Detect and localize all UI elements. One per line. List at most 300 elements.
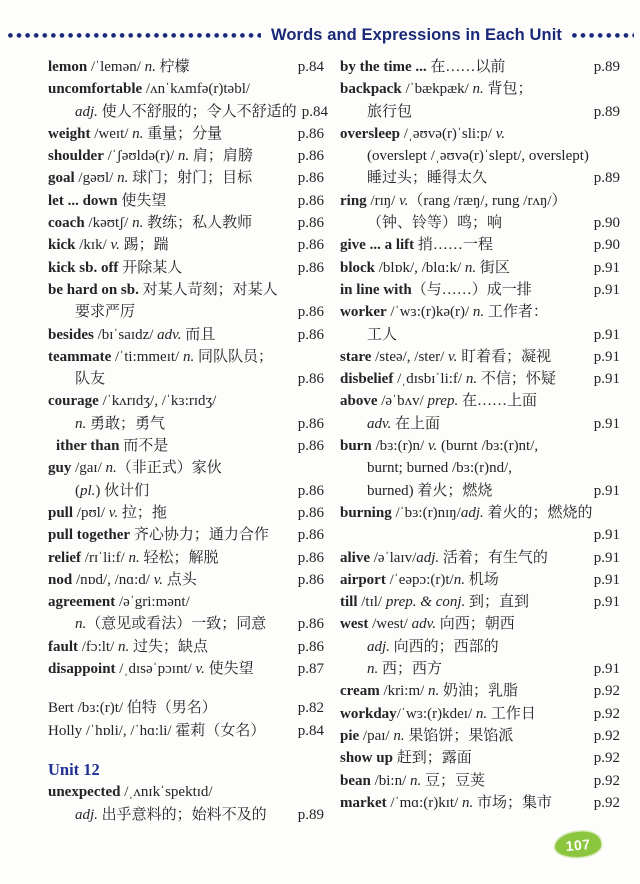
entry-body: /ˌdɪsbɪˈli:f/ (393, 371, 466, 388)
entry-line (48, 435, 324, 457)
entry-line (48, 636, 324, 658)
entry-line (48, 123, 324, 145)
entry-line (48, 524, 324, 546)
entry-line (48, 190, 324, 212)
headword: backpack (340, 81, 402, 98)
entry-text (340, 547, 548, 569)
entry-text (367, 212, 502, 234)
entry-body: 而不是 (119, 438, 169, 455)
entry-text (340, 346, 551, 368)
entry-text (48, 636, 208, 658)
entry-body: /ˈti:mmeɪt/ (111, 348, 183, 365)
entry-body: 奶油；乳脂 (439, 683, 519, 700)
page-number-badge (554, 830, 602, 859)
page-ref: p.86 (297, 638, 324, 655)
entry-body: 背包； (483, 81, 533, 98)
pos-label: n. (75, 415, 87, 432)
pos-label: prep. (427, 393, 459, 410)
entry-text (340, 591, 529, 613)
pos-label: n. (462, 794, 474, 811)
page-ref: p.86 (297, 125, 324, 142)
entry-text (367, 413, 440, 435)
entry-line (340, 658, 620, 680)
entry-body: 在……上面 (458, 393, 537, 410)
entry-line (48, 167, 324, 189)
entry-text (340, 257, 510, 279)
page-number: 107 (564, 835, 592, 854)
entry-body: /ˌəʊvə(r)ˈsli:p/ (399, 125, 496, 142)
entry-line (340, 457, 620, 479)
pos-label: n. (428, 683, 440, 700)
entry-body: 市场；集市 (473, 794, 553, 811)
page-ref: p.86 (297, 170, 324, 187)
entry-body: /əˈlaɪv/ (370, 549, 417, 566)
entry-body: 西；西方 (378, 661, 443, 678)
entry-text (48, 720, 265, 742)
page-ref: p.91 (593, 371, 620, 388)
entry-text (48, 457, 222, 479)
entry-text (48, 547, 219, 569)
entry-text (48, 502, 167, 524)
entry-body: 肩；肩膀 (189, 148, 253, 165)
entry-text (48, 390, 216, 412)
entry-line (48, 390, 324, 412)
entry-line (340, 703, 620, 725)
headword: worker (340, 304, 387, 321)
entry-text (340, 123, 505, 145)
entry-line (48, 301, 324, 323)
entry-line (48, 145, 324, 167)
entry-text (48, 781, 213, 803)
entry-text (56, 435, 168, 457)
entry-body: （钟、铃等）鸣；响 (367, 215, 503, 232)
pos-label: n. (144, 59, 156, 75)
page-ref: p.84 (297, 59, 324, 75)
entry-body: 向西的；西部的 (389, 638, 499, 655)
pos-label: n. (472, 304, 485, 321)
entry-body: 着火的；燃烧的 (483, 504, 593, 521)
left-column (48, 56, 328, 826)
entry-body: ( (75, 482, 80, 499)
headword: weight (48, 125, 91, 142)
pos-label: n. (393, 727, 405, 744)
page-ref: p.86 (297, 192, 324, 209)
entry-body: /pʊl/ (73, 504, 109, 521)
entry-text (340, 368, 556, 390)
headword: in line with (340, 281, 412, 298)
headword: west (340, 616, 369, 633)
pos-label: n. (117, 170, 129, 187)
entry-body: /bɜ:(r)n/ (371, 438, 428, 455)
entry-text (48, 123, 222, 145)
pos-label: adj. (460, 504, 484, 521)
entry-body: Bert /bɜ:(r)t/ 伯特（男名） (48, 700, 217, 717)
entry-line (340, 145, 620, 167)
entry-body: 柠檬 (155, 59, 190, 75)
entry-line (340, 301, 620, 323)
entry-line (340, 324, 620, 346)
entry-text (48, 145, 253, 167)
page-ref: p.92 (593, 727, 620, 744)
entry-text (340, 680, 518, 702)
pos-label: v. (110, 237, 120, 254)
entry-line (48, 457, 324, 479)
entry-line (340, 123, 620, 145)
headword: kick (48, 237, 76, 254)
headword: oversleep (340, 125, 400, 142)
entry-text (48, 257, 182, 279)
entry-body: /rɪˈli:f/ (81, 549, 129, 566)
entry-line (340, 613, 620, 635)
entry-body: 踢；踹 (119, 237, 169, 254)
page-ref: p.86 (297, 616, 324, 633)
headword: courage (48, 393, 99, 410)
entry-text (367, 658, 442, 680)
page-ref: p.91 (593, 527, 620, 544)
entry-body: 点头 (163, 571, 197, 588)
entry-body: /əˈgri:mənt/ (115, 594, 190, 611)
headword: pull together (48, 527, 131, 544)
entry-text (340, 279, 532, 301)
entry-text (340, 725, 513, 747)
entry-text (367, 457, 512, 479)
entry-text (367, 480, 492, 502)
headword: guy (48, 460, 72, 477)
page-ref: p.86 (297, 571, 324, 588)
page-ref: p.92 (593, 794, 620, 811)
entry-body: 向西；朝西 (435, 616, 515, 633)
entry-body: （意见或看法）一致；同意 (86, 616, 267, 633)
entry-text (75, 613, 266, 635)
entry-body: burnt; burned /bɜ:(r)nd/, (367, 460, 513, 477)
entry-body: 捎……一程 (414, 237, 493, 254)
entry-text (340, 56, 505, 78)
entry-line (48, 413, 324, 435)
entry-line (340, 368, 620, 390)
entry-line (340, 770, 620, 792)
pos-label: v. (399, 192, 409, 209)
entry-body: /rɪŋ/ (366, 192, 400, 209)
headword: pie (340, 727, 360, 744)
entry-line (340, 569, 620, 591)
pos-label: adj. (367, 638, 390, 655)
entry-body: 睡过头；睡得太久 (367, 170, 488, 187)
entry-text (340, 613, 515, 635)
page-ref: p.89 (593, 59, 620, 75)
entry-text (340, 78, 533, 100)
entry-text (48, 591, 190, 613)
wordlist-content (0, 45, 640, 826)
headword: airport (340, 571, 386, 588)
page-ref: p.86 (297, 259, 324, 276)
entry-line (340, 101, 620, 123)
entry-body: /bi:n/ (370, 772, 411, 789)
entry-body: 对某人苛刻；对某人 (138, 281, 278, 298)
entry-body: 活着；有生气的 (439, 549, 548, 566)
pos-label: adv. (411, 616, 436, 633)
entry-body: /ˈeəpɔ:(r)t/ (385, 571, 454, 588)
entry-text (48, 524, 269, 546)
headword: lemon (48, 59, 88, 75)
entry-line (48, 697, 324, 719)
pos-label: n. (464, 259, 477, 276)
entry-text (48, 324, 215, 346)
page-ref: p.91 (593, 482, 620, 499)
entry-line (340, 502, 620, 524)
page-title: Words and Expressions in Each Unit (271, 26, 562, 44)
unit-heading: Unit 12 (48, 759, 100, 779)
entry-body: 赶到；露面 (392, 750, 472, 767)
page-ref: p.91 (593, 661, 620, 678)
entry-line (340, 792, 620, 814)
entry-text (48, 78, 250, 100)
headword: workday (340, 705, 397, 722)
page-ref: p.84 (301, 103, 328, 120)
entry-text (340, 770, 485, 792)
pos-label: n. (472, 81, 484, 98)
entry-body: /tɪl/ (357, 594, 386, 611)
entry-line (340, 547, 620, 569)
entry-body: burned) 着火；燃烧 (367, 482, 493, 499)
entry-body: /ˈbækpæk/ (401, 81, 473, 98)
entry-body: 工人 (367, 326, 398, 343)
entry-text (340, 502, 593, 524)
entry-line (340, 167, 620, 189)
pos-label: adj. (416, 549, 440, 566)
page-ref: p.91 (593, 281, 620, 298)
pos-label: n. (132, 215, 144, 232)
entry-line (340, 524, 620, 546)
entry-body: 重量；分量 (143, 125, 223, 142)
entry-text (48, 279, 278, 301)
entry-body: /ˈwɜ:(r)kdeɪ/ (396, 705, 476, 722)
entry-body: /ˈkʌrɪdʒ/, /ˈkɜ:rɪdʒ/ (98, 393, 217, 410)
entry-line (48, 279, 324, 301)
entry-line (48, 720, 324, 742)
page-ref: p.84 (297, 722, 324, 739)
entry-line (48, 101, 328, 123)
pos-label: n. (128, 549, 140, 566)
page-ref: p.90 (593, 237, 620, 254)
entry-text (367, 636, 499, 658)
entry-line (48, 78, 324, 100)
pos-label: n. (475, 705, 488, 722)
entry-body: /bɪˈsaɪdz/ (93, 326, 158, 343)
entry-body: /ˌdɪsəˈpɔɪnt/ (115, 661, 196, 678)
pos-label: n. (105, 460, 117, 477)
entry-line (340, 413, 620, 435)
entry-body: /kri:m/ (379, 683, 429, 700)
entry-line (48, 56, 324, 78)
page-ref: p.86 (297, 504, 324, 521)
page-ref: p.86 (297, 215, 324, 232)
entry-text (75, 480, 149, 502)
pos-label: n. (367, 661, 379, 678)
entry-line (340, 636, 620, 658)
entry-body: 工作日 (487, 705, 536, 722)
entry-text (75, 368, 105, 390)
entry-text (340, 390, 537, 412)
entry-text (48, 190, 166, 212)
entry-text (48, 658, 254, 680)
entry-text (367, 324, 397, 346)
headword: disbelief (340, 371, 394, 388)
entry-line (48, 502, 324, 524)
entry-text (340, 569, 499, 591)
right-column (340, 56, 620, 826)
page-ref: p.86 (297, 237, 324, 254)
pos-label: n. (118, 638, 130, 655)
headword: teammate (48, 348, 112, 365)
pos-label: n. (410, 772, 422, 789)
entry-line (340, 680, 620, 702)
entry-text (340, 301, 548, 323)
headword: coach (48, 215, 85, 232)
entry-text (75, 413, 165, 435)
headword: pull (48, 504, 74, 521)
entry-line (48, 569, 324, 591)
headword: kick sb. off (48, 259, 119, 276)
entry-body: 队友 (75, 371, 106, 388)
entry-text (48, 346, 273, 368)
entry-text (75, 301, 135, 323)
entry-line (340, 480, 620, 502)
pos-label: adv. (367, 415, 392, 432)
blank-line (48, 680, 324, 697)
entry-body: Holly /ˈhɒli/, /ˈhɑ:li/ 霍莉（女名） (48, 722, 266, 739)
page-ref: p.91 (593, 326, 620, 343)
entry-line (48, 658, 324, 680)
entry-body: (burnt /bɜ:(r)nt/, (437, 438, 539, 455)
entry-body: /west/ (368, 616, 412, 633)
page-ref: p.86 (297, 148, 324, 165)
entry-body: /ʌnˈkʌmfə(r)təbl/ (142, 81, 251, 98)
entry-text (367, 101, 412, 123)
entry-body: （rang /ræŋ/, rung /rʌŋ/） (408, 192, 567, 209)
entry-line (340, 725, 620, 747)
page-ref: p.91 (593, 259, 620, 276)
entry-body: /kɪk/ (75, 237, 111, 254)
entry-body: /kəʊtʃ/ (84, 215, 133, 232)
entry-body: 到；直到 (465, 594, 530, 611)
entry-body: 在……以前 (426, 59, 506, 75)
entry-body: 豆；豆荚 (421, 772, 486, 789)
entry-line (48, 547, 324, 569)
headword: block (340, 259, 376, 276)
entry-body: 开除某人 (118, 259, 183, 276)
page-ref: p.86 (297, 415, 324, 432)
entry-body: /paɪ/ (359, 727, 394, 744)
blank-line (48, 742, 324, 759)
pos-label: adj. (75, 103, 98, 120)
entry-text (340, 747, 472, 769)
entry-line (340, 279, 620, 301)
headword: let ... down (48, 192, 118, 209)
entry-line (340, 257, 620, 279)
entry-body: 要求严厉 (75, 304, 136, 321)
page-ref: p.92 (593, 750, 620, 767)
entry-line (340, 346, 620, 368)
entry-body: (overslept /ˌəʊvə(r)ˈslept/, overslept) (367, 148, 589, 165)
entry-body: 出乎意料的；始料不及的 (97, 806, 267, 823)
entry-body: 旅行包 (367, 103, 413, 120)
entry-line (48, 212, 324, 234)
page-ref: p.86 (297, 304, 324, 321)
headword: burning (340, 504, 392, 521)
page-ref: p.86 (297, 482, 324, 499)
headword: relief (48, 549, 82, 566)
page-ref: p.86 (297, 326, 324, 343)
page-ref: p.86 (297, 371, 324, 388)
entry-body: /fɔ:lt/ (78, 638, 118, 655)
pos-label: adj. (75, 806, 98, 823)
entry-body: 街区 (476, 259, 510, 276)
entry-body: 使失望 (204, 661, 254, 678)
headword: give ... a lift (340, 237, 415, 254)
headword: ither than (56, 438, 120, 455)
page-ref: p.91 (593, 348, 620, 365)
entry-line (48, 613, 324, 635)
headword: shoulder (48, 148, 104, 165)
entry-line (340, 591, 620, 613)
pos-label: v. (195, 661, 205, 678)
entry-body: /ˈwɜ:(r)kə(r)/ (386, 304, 473, 321)
entry-line (340, 747, 620, 769)
page-ref: p.82 (297, 700, 324, 717)
entry-text (340, 234, 493, 256)
entry-line (48, 346, 324, 368)
entry-line (340, 234, 620, 256)
entry-body: /blɒk/, /blɑ:k/ (375, 259, 465, 276)
pos-label: n. (75, 616, 87, 633)
headword: goal (48, 170, 75, 187)
entry-line (340, 78, 620, 100)
entry-line (48, 781, 324, 803)
headword: show up (340, 750, 393, 767)
entry-body: （非正式）家伙 (116, 460, 222, 477)
headword: alive (340, 549, 370, 566)
entry-body: 机场 (464, 571, 499, 588)
entry-line (48, 257, 324, 279)
entry-body: 球门；射门；目标 (128, 170, 253, 187)
entry-line (48, 804, 324, 826)
entry-body: /gaɪ/ (71, 460, 106, 477)
headword: cream (340, 683, 380, 700)
dotted-rule-left (8, 33, 261, 38)
page-ref: p.87 (297, 661, 324, 678)
pos-label: n. (177, 148, 190, 165)
headword: nod (48, 571, 73, 588)
entry-body: 工作者： (484, 304, 548, 321)
page-ref: p.92 (593, 683, 620, 700)
entry-text (48, 697, 217, 719)
entry-line (48, 234, 324, 256)
entry-body: ) 伙计们 (95, 482, 150, 499)
pos-label: v. (448, 348, 458, 365)
entry-line (340, 390, 620, 412)
page-ref: p.86 (297, 438, 324, 455)
entry-body: 不信；怀疑 (477, 371, 556, 388)
dotted-rule-right (572, 33, 634, 38)
entry-body: 同队队员； (194, 348, 273, 365)
entry-text (48, 569, 197, 591)
entry-body: /ˈbɜ:(r)nɪŋ/ (391, 504, 461, 521)
entry-body: /ˈmɑ:(r)kɪt/ (386, 794, 462, 811)
headword: unexpected (48, 784, 121, 801)
entry-body: 齐心协力；通力合作 (130, 527, 269, 544)
entry-body: 使失望 (117, 192, 167, 209)
entry-text (48, 212, 252, 234)
